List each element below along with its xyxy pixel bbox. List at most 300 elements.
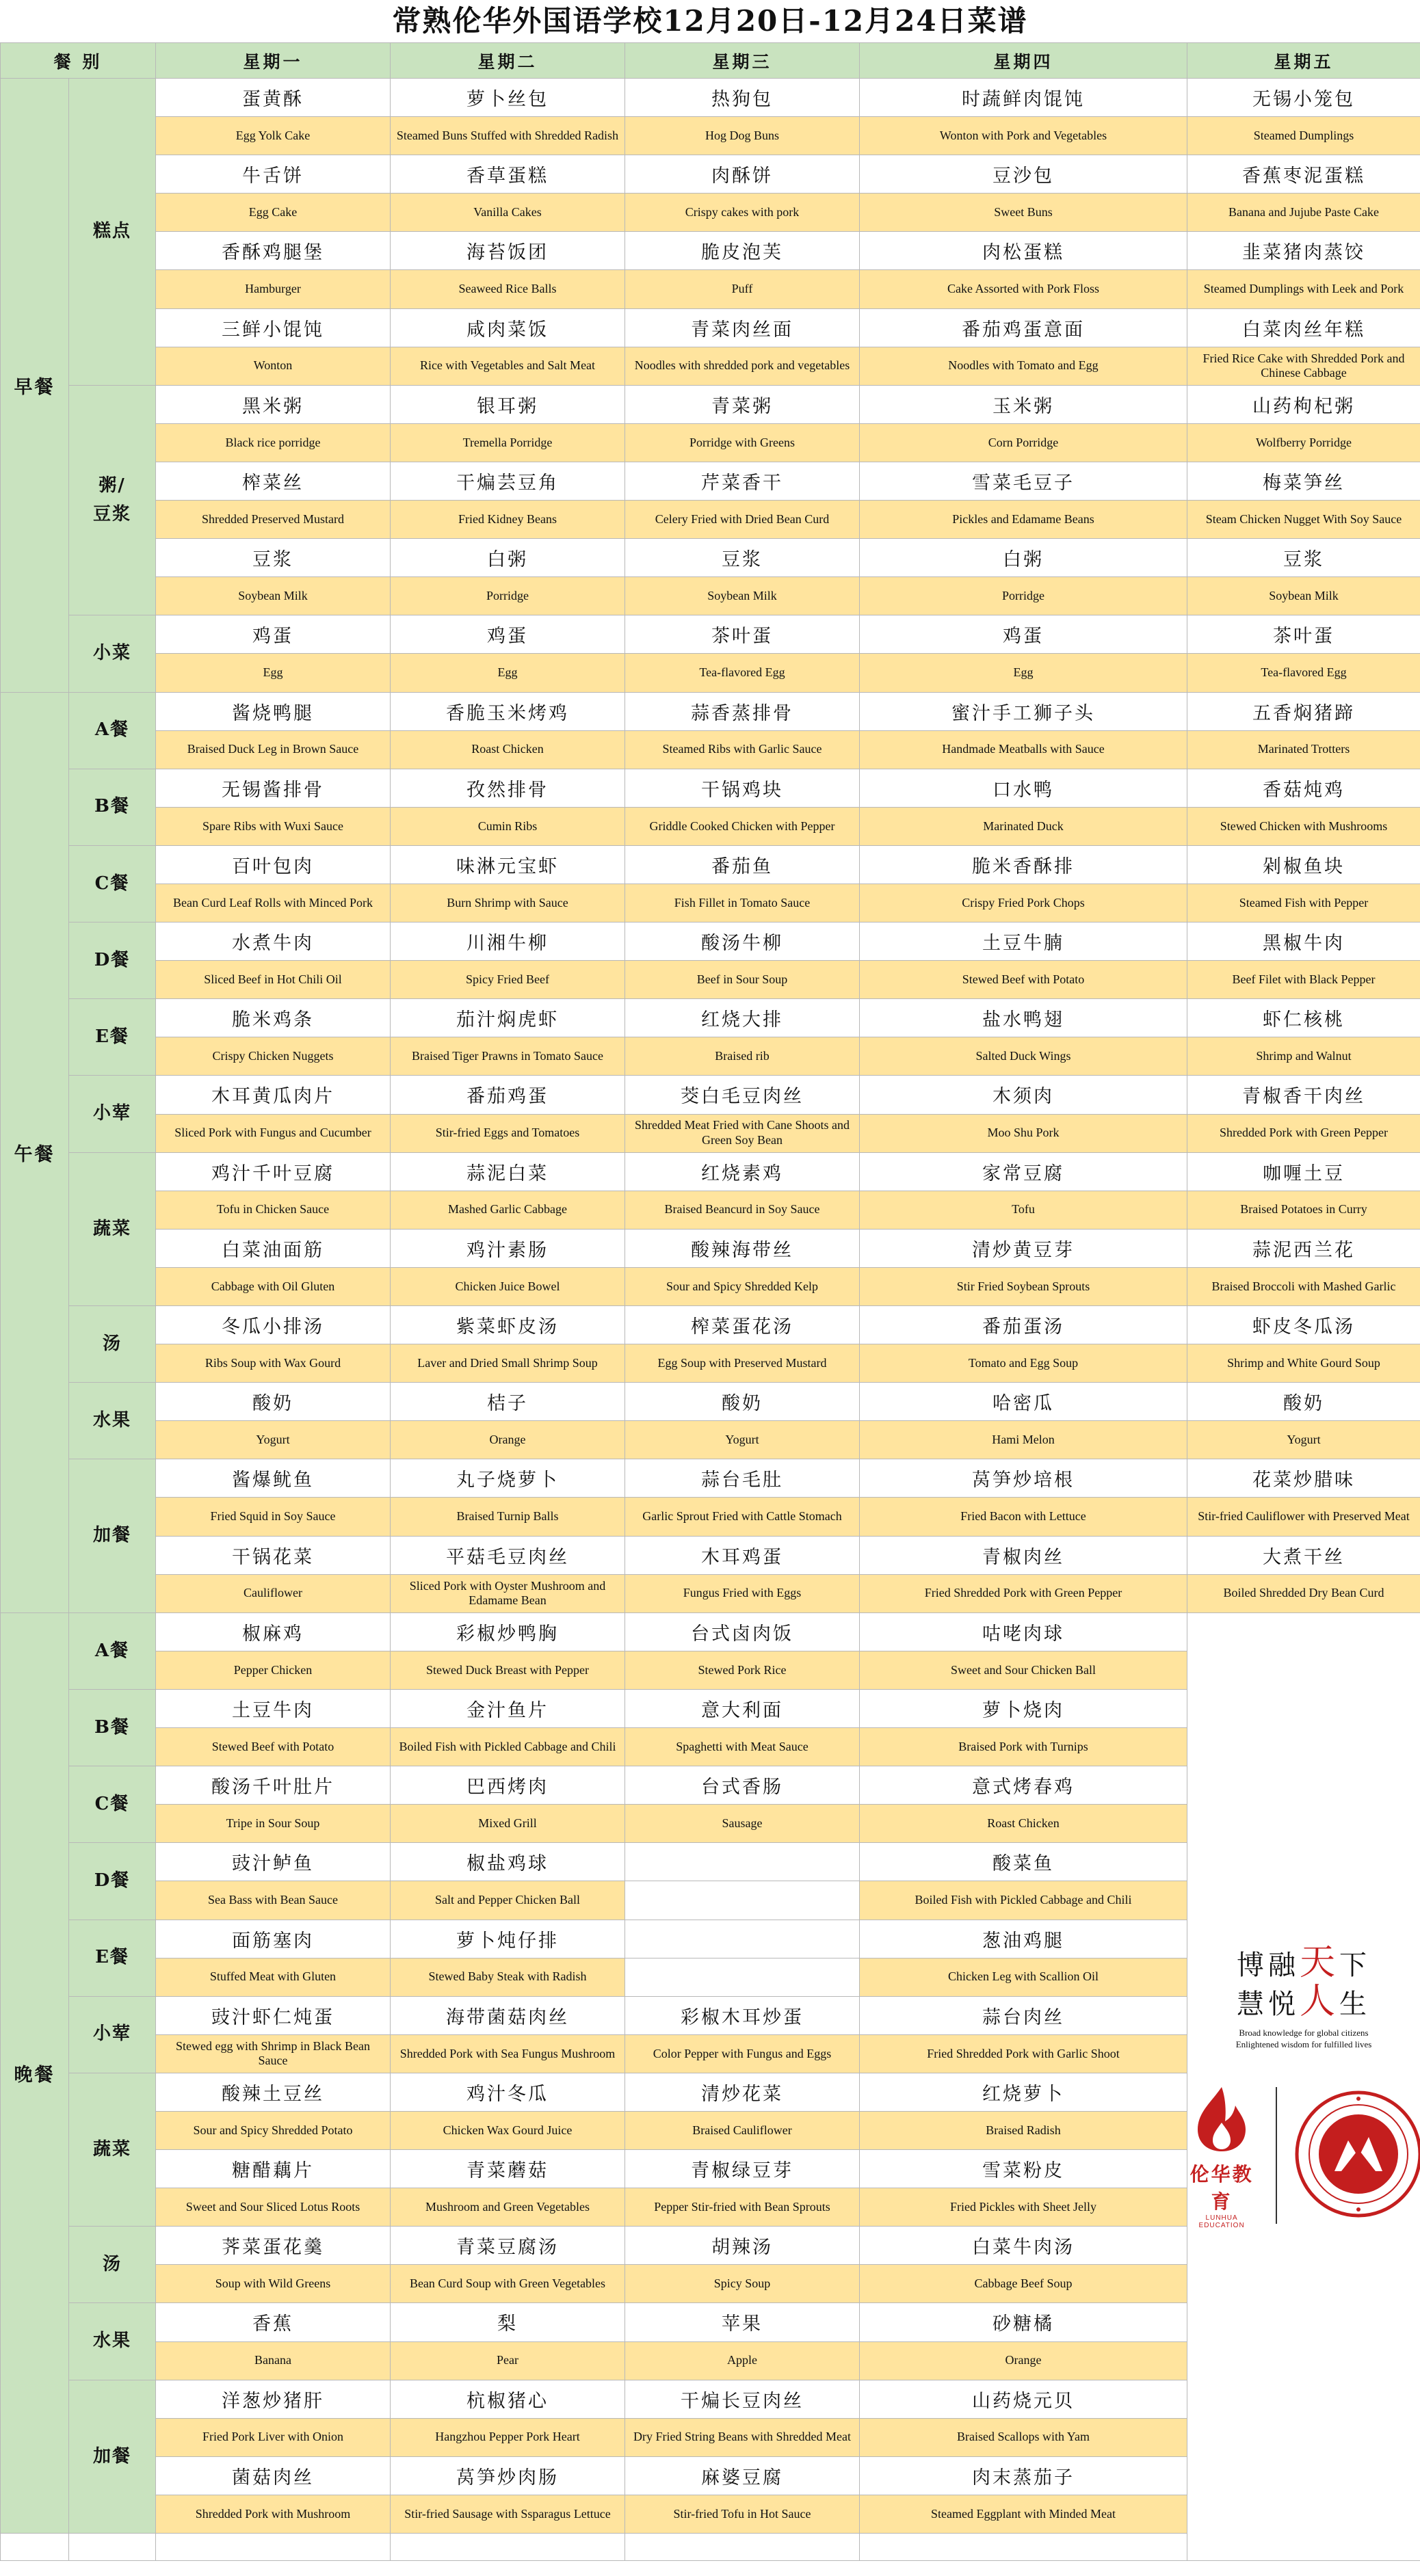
dish-name-thu: 番茄蛋汤 [860,1306,1187,1344]
dish-name-wed: 清炒花菜 [625,2073,860,2111]
table-row [1,1574,1420,1612]
dish-english-tue: Porridge [391,577,625,615]
table-row [1,1076,1420,1114]
dish-name-tue: 彩椒炒鸭胸 [391,1612,625,1651]
dish-english-thu: Stir Fried Soybean Sprouts [860,1267,1187,1305]
dish-english-tue: Stir-fried Eggs and Tomatoes [391,1114,625,1152]
dish-english-tue: Steamed Buns Stuffed with Shredded Radish [391,117,625,155]
table-row [1,1191,1420,1229]
motto: 博融天下 慧悦人生 [1236,1942,1371,2023]
dish-name-wed: 蒜香蒸排骨 [625,692,860,730]
dish-english-wed: Noodles with shredded pork and vegetables [625,347,860,385]
dish-english-thu: Orange [860,2341,1187,2380]
category-label: 蔬菜 [69,2073,156,2226]
dish-english-wed: Apple [625,2341,860,2380]
dish-name-tue: 香草蛋糕 [391,155,625,194]
dish-english-thu: Roast Chicken [860,1805,1187,1843]
dish-english-thu: Braised Scallops with Yam [860,2418,1187,2456]
dish-english-mon: Black rice porridge [156,423,391,462]
dish-english-tue: Spicy Fried Beef [391,961,625,999]
dish-name-mon: 豆浆 [156,539,391,577]
dish-name-wed: 胡辣汤 [625,2227,860,2265]
dish-name-fri: 酸奶 [1187,1383,1420,1421]
dish-name-mon: 水煮牛肉 [156,922,391,961]
dish-name-fri: 韭菜猪肉蒸饺 [1187,232,1420,270]
dish-english-mon: Pepper Chicken [156,1651,391,1689]
table-row [1,117,1420,155]
table-row [1,1421,1420,1459]
dish-name-tue: 茄汁焖虎虾 [391,999,625,1037]
dish-english-tue: Laver and Dried Small Shrimp Soup [391,1344,625,1383]
category-label: C餐 [69,1766,156,1843]
dish-english-tue: Stir-fried Sausage with Ssparagus Lettuce [391,2495,625,2533]
table-row [1,1152,1420,1191]
menu-body [1,79,1420,2561]
header-day-mon: 星期一 [156,43,391,79]
dish-name-fri: 虾仁核桃 [1187,999,1420,1037]
dish-english-fri: Braised Broccoli with Mashed Garlic [1187,1267,1420,1305]
dish-english-mon: Shredded Preserved Mustard [156,501,391,539]
dish-english-thu: Fried Shredded Pork with Garlic Shoot [860,2034,1187,2073]
dish-english-tue: Rice with Vegetables and Salt Meat [391,347,625,385]
dish-name-wed: 脆皮泡芙 [625,232,860,270]
dish-english-wed: Hog Dog Buns [625,117,860,155]
category-label: 小菜 [69,615,156,692]
dish-english-tue: Salt and Pepper Chicken Ball [391,1881,625,1920]
dish-name-thu: 家常豆腐 [860,1152,1187,1191]
dish-english-fri: Banana and Jujube Paste Cake [1187,194,1420,232]
dish-name-thu: 莴笋炒培根 [860,1459,1187,1498]
dish-english-fri: Shrimp and White Gourd Soup [1187,1344,1420,1383]
dish-name-thu: 红烧萝卜 [860,2073,1187,2111]
dish-name-thu: 白粥 [860,539,1187,577]
table-row [1,1612,1420,1651]
dish-name-tue: 海苔饭团 [391,232,625,270]
dish-name-fri: 蒜泥西兰花 [1187,1229,1420,1267]
dish-name-mon: 酸汤千叶肚片 [156,1766,391,1805]
dish-english-thu: Cabbage Beef Soup [860,2265,1187,2303]
table-row [1,730,1420,769]
dish-name-tue: 桔子 [391,1383,625,1421]
dish-english-wed: Griddle Cooked Chicken with Pepper [625,807,860,845]
dish-english-thu: Steamed Eggplant with Minded Meat [860,2495,1187,2533]
blank-cell [391,2534,625,2561]
logo-cell [1187,1612,1420,2560]
dish-english-fri: Stewed Chicken with Mushrooms [1187,807,1420,845]
dish-english-tue: Vanilla Cakes [391,194,625,232]
table-row [1,922,1420,961]
dish-english-thu: Porridge [860,577,1187,615]
dish-english-tue: Shredded Pork with Sea Fungus Mushroom [391,2034,625,2073]
dish-name-fri: 豆浆 [1187,539,1420,577]
dish-name-wed: 豆浆 [625,539,860,577]
dish-english-thu: Hami Melon [860,1421,1187,1459]
dish-english-wed: Soybean Milk [625,577,860,615]
table-row [1,155,1420,194]
dish-name-mon: 酸辣土豆丝 [156,2073,391,2111]
dish-english-fri: Soybean Milk [1187,577,1420,615]
table-row [1,654,1420,692]
meal-label: 晚餐 [1,1612,69,2533]
school-seal [1293,2089,1420,2222]
dish-english-fri: Shredded Pork with Green Pepper [1187,1114,1420,1152]
dish-name-mon: 菌菇肉丝 [156,2456,391,2495]
table-row [1,270,1420,308]
dish-name-wed: 芹菜香干 [625,462,860,500]
dish-name-thu: 土豆牛腩 [860,922,1187,961]
header-day-thu: 星期四 [860,43,1187,79]
dish-english-fri: Shrimp and Walnut [1187,1037,1420,1076]
dish-english-tue: Sliced Pork with Oyster Mushroom and Edamame Bean [391,1574,625,1612]
dish-name-tue: 丸子烧萝卜 [391,1459,625,1498]
category-label: B餐 [69,769,156,845]
dish-name-thu: 砂糖橘 [860,2303,1187,2341]
dish-english-mon: Stewed Beef with Potato [156,1728,391,1766]
dish-name-mon: 糖醋藕片 [156,2150,391,2188]
dish-english-mon: Spare Ribs with Wuxi Sauce [156,807,391,845]
dish-name-fri: 香蕉枣泥蛋糕 [1187,155,1420,194]
dish-english-mon: Tofu in Chicken Sauce [156,1191,391,1229]
dish-name-mon: 洋葱炒猪肝 [156,2380,391,2418]
dish-name-tue: 蒜泥白菜 [391,1152,625,1191]
dish-english-wed: Braised Beancurd in Soy Sauce [625,1191,860,1229]
category-label: A餐 [69,692,156,769]
dish-name-mon: 荠菜蛋花羹 [156,2227,391,2265]
category-label: 水果 [69,1383,156,1459]
table-row [1,1344,1420,1383]
category-label: A餐 [69,1612,156,1689]
dish-name-fri: 梅菜笋丝 [1187,462,1420,500]
dish-name-wed: 台式卤肉饭 [625,1612,860,1651]
dish-english-thu: Braised Pork with Turnips [860,1728,1187,1766]
dish-english-tue: Braised Tiger Prawns in Tomato Sauce [391,1037,625,1076]
dish-name-thu: 肉末蒸茄子 [860,2456,1187,2495]
dish-english-mon: Soup with Wild Greens [156,2265,391,2303]
table-row [1,308,1420,347]
dish-name-fri: 黑椒牛肉 [1187,922,1420,961]
dish-english-wed: Puff [625,270,860,308]
dish-english-thu: Boiled Fish with Pickled Cabbage and Chili [860,1881,1187,1920]
dish-name-wed: 意大利面 [625,1689,860,1727]
dish-name-tue: 青菜豆腐汤 [391,2227,625,2265]
dish-english-mon: Sliced Pork with Fungus and Cucumber [156,1114,391,1152]
blank-cell [860,2534,1187,2561]
page-title: 常熟伦华外国语学校12月20日-12月24日菜谱 [392,4,1028,38]
dish-name-thu: 咕咾肉球 [860,1612,1187,1651]
dish-english-mon: Tripe in Sour Soup [156,1805,391,1843]
header-meal: 餐 别 [1,43,156,79]
dish-name-tue: 紫菜虾皮汤 [391,1306,625,1344]
dish-english-thu: Cake Assorted with Pork Floss [860,270,1187,308]
dish-english-mon: Fried Pork Liver with Onion [156,2418,391,2456]
dish-name-thu: 青椒肉丝 [860,1536,1187,1574]
dish-english-tue: Tremella Porridge [391,423,625,462]
table-row [1,769,1420,807]
category-label: 加餐 [69,1459,156,1612]
dish-name-thu: 白菜牛肉汤 [860,2227,1187,2265]
header-row [1,43,1420,79]
dish-english-tue: Stewed Baby Steak with Radish [391,1958,625,1996]
dish-name-mon: 酱爆鱿鱼 [156,1459,391,1498]
category-label: 汤 [69,1306,156,1383]
dish-english-fri: Boiled Shredded Dry Bean Curd [1187,1574,1420,1612]
dish-name-tue: 梨 [391,2303,625,2341]
dish-english-fri: Stir-fried Cauliflower with Preserved Meat [1187,1498,1420,1536]
table-row [1,615,1420,654]
blank-cell [625,2534,860,2561]
dish-english-fri: Steam Chicken Nugget With Soy Sauce [1187,501,1420,539]
dish-english-tue: Boiled Fish with Pickled Cabbage and Chili [391,1728,625,1766]
dish-name-tue: 番茄鸡蛋 [391,1076,625,1114]
category-label: B餐 [69,1689,156,1766]
dish-name-tue: 杭椒猪心 [391,2380,625,2418]
dish-name-tue: 孜然排骨 [391,769,625,807]
dish-name-tue: 金汁鱼片 [391,1689,625,1727]
dish-name-tue: 鸡汁冬瓜 [391,2073,625,2111]
dish-name-tue: 味淋元宝虾 [391,845,625,884]
table-row [1,194,1420,232]
logo-divider [1276,2087,1277,2224]
dish-english-fri: Steamed Dumplings with Leek and Pork [1187,270,1420,308]
dish-name-wed: 番茄鱼 [625,845,860,884]
dish-english-wed: Braised rib [625,1037,860,1076]
dish-english-mon: Banana [156,2341,391,2380]
dish-name-mon: 蛋黄酥 [156,79,391,117]
dish-english-mon: Soybean Milk [156,577,391,615]
table-row [1,347,1420,385]
dish-english-mon: Stuffed Meat with Gluten [156,1958,391,1996]
dish-name-tue: 干煸芸豆角 [391,462,625,500]
table-row [1,1383,1420,1421]
dish-name-tue: 平菇毛豆肉丝 [391,1536,625,1574]
dish-name-fri: 虾皮冬瓜汤 [1187,1306,1420,1344]
dish-english-tue: Bean Curd Soup with Green Vegetables [391,2265,625,2303]
dish-name-wed: 苹果 [625,2303,860,2341]
dish-name-mon: 黑米粥 [156,385,391,423]
category-label: D餐 [69,922,156,999]
dish-english-tue: Mushroom and Green Vegetables [391,2188,625,2227]
dish-name-mon: 白菜油面筋 [156,1229,391,1267]
dish-english-wed: Egg Soup with Preserved Mustard [625,1344,860,1383]
dish-name-thu: 盐水鸭翅 [860,999,1187,1037]
dish-name-wed: 青菜肉丝面 [625,308,860,347]
dish-english-tue: Hangzhou Pepper Pork Heart [391,2418,625,2456]
category-label: 小荤 [69,1076,156,1152]
dish-name-thu: 蜜汁手工狮子头 [860,692,1187,730]
dish-english-fri: Steamed Dumplings [1187,117,1420,155]
dish-english-fri: Fried Rice Cake with Shredded Pork and Chinese Cabbage [1187,347,1420,385]
dish-name-thu: 清炒黄豆芽 [860,1229,1187,1267]
blank-cell [1,2534,69,2561]
dish-name-tue: 巴西烤肉 [391,1766,625,1805]
dish-english-wed: Braised Cauliflower [625,2111,860,2149]
dish-name-tue: 白粥 [391,539,625,577]
table-row [1,385,1420,423]
dish-name-thu: 雪菜毛豆子 [860,462,1187,500]
dish-name-thu: 时蔬鲜肉馄饨 [860,79,1187,117]
category-label: 粥/ 豆浆 [69,385,156,615]
dish-name-wed: 蒜台毛肚 [625,1459,860,1498]
dish-english-wed: Shredded Meat Fried with Cane Shoots and Green Soy Bean [625,1114,860,1152]
dish-english-mon: Shredded Pork with Mushroom [156,2495,391,2533]
category-label: 汤 [69,2227,156,2303]
dish-name-tue: 鸡汁素肠 [391,1229,625,1267]
dish-english-thu: Crispy Fried Pork Chops [860,884,1187,922]
dish-english-tue: Seaweed Rice Balls [391,270,625,308]
dish-name-tue: 椒盐鸡球 [391,1843,625,1881]
dish-name-wed: 青椒绿豆芽 [625,2150,860,2188]
dish-english-wed: Stir-fried Tofu in Hot Sauce [625,2495,860,2533]
dish-english-thu: Chicken Leg with Scallion Oil [860,1958,1187,1996]
dish-name-thu: 玉米粥 [860,385,1187,423]
dish-english-wed: Sausage [625,1805,860,1843]
dish-english-wed: Porridge with Greens [625,423,860,462]
school-seal-icon [1293,2089,1420,2219]
dish-english-tue: Egg [391,654,625,692]
dish-name-wed: 酸汤牛柳 [625,922,860,961]
dish-english-tue: Mixed Grill [391,1805,625,1843]
table-row [1,1498,1420,1536]
lunhua-flame-icon [1187,2082,1260,2157]
dish-english-thu: Sweet Buns [860,194,1187,232]
dish-name-tue: 鸡蛋 [391,615,625,654]
dish-name-mon: 椒麻鸡 [156,1612,391,1651]
table-row [1,961,1420,999]
dish-name-wed: 木耳鸡蛋 [625,1536,860,1574]
dish-name-thu: 脆米香酥排 [860,845,1187,884]
table-row [1,423,1420,462]
table-row [1,884,1420,922]
dish-name-fri: 五香焖猪蹄 [1187,692,1420,730]
dish-name-fri: 花菜炒腊味 [1187,1459,1420,1498]
table-row [1,1306,1420,1344]
dish-english-thu: Moo Shu Pork [860,1114,1187,1152]
dish-name-tue: 青菜蘑菇 [391,2150,625,2188]
dish-english-mon: Stewed egg with Shrimp in Black Bean Sauce [156,2034,391,2073]
dish-english-wed: Sour and Spicy Shredded Kelp [625,1267,860,1305]
dish-english-thu: Fried Pickles with Sheet Jelly [860,2188,1187,2227]
dish-english-thu: Pickles and Edamame Beans [860,501,1187,539]
category-label: 加餐 [69,2380,156,2533]
dish-english-thu: Egg [860,654,1187,692]
dish-name-mon: 榨菜丝 [156,462,391,500]
dish-english-fri: Marinated Trotters [1187,730,1420,769]
dish-english-wed: Spicy Soup [625,2265,860,2303]
meal-label: 早餐 [1,79,69,693]
dish-english-wed: Celery Fried with Dried Bean Curd [625,501,860,539]
dish-english-mon: Bean Curd Leaf Rolls with Minced Pork [156,884,391,922]
dish-name-tue: 银耳粥 [391,385,625,423]
dish-english-mon: Cabbage with Oil Gluten [156,1267,391,1305]
dish-name-tue: 海带菌菇肉丝 [391,1996,625,2034]
table-row [1,1536,1420,1574]
table-row [1,577,1420,615]
table-row [1,1037,1420,1076]
category-label: 蔬菜 [69,1152,156,1305]
dish-name-fri: 白菜肉丝年糕 [1187,308,1420,347]
dish-name-mon: 香酥鸡腿堡 [156,232,391,270]
dish-name-mon: 冬瓜小排汤 [156,1306,391,1344]
dish-english-wed [625,1881,860,1920]
dish-english-thu: Sweet and Sour Chicken Ball [860,1651,1187,1689]
dish-name-mon: 鸡汁千叶豆腐 [156,1152,391,1191]
dish-english-tue: Braised Turnip Balls [391,1498,625,1536]
dish-name-tue: 川湘牛柳 [391,922,625,961]
motto-english: Broad knowledge for global citizens Enlightened wisdom for fulfilled lives [1235,2027,1372,2049]
dish-english-mon: Wonton [156,347,391,385]
dish-name-wed: 干锅鸡块 [625,769,860,807]
dish-english-wed: Garlic Sprout Fried with Cattle Stomach [625,1498,860,1536]
blank-cell [156,2534,391,2561]
dish-english-tue: Burn Shrimp with Sauce [391,884,625,922]
table-row [1,999,1420,1037]
dish-english-tue: Cumin Ribs [391,807,625,845]
dish-name-fri: 大煮干丝 [1187,1536,1420,1574]
dish-english-mon: Egg Cake [156,194,391,232]
dish-english-mon: Hamburger [156,270,391,308]
blank-cell [69,2534,156,2561]
dish-english-tue: Mashed Garlic Cabbage [391,1191,625,1229]
dish-english-wed [625,1958,860,1996]
lunhua-logo: 伦华教育 LUNHUA EDUCATION [1187,2082,1260,2229]
dish-name-wed: 彩椒木耳炒蛋 [625,1996,860,2034]
dish-english-mon: Yogurt [156,1421,391,1459]
table-row [1,79,1420,117]
dish-name-wed: 茶叶蛋 [625,615,860,654]
dish-english-wed: Dry Fried String Beans with Shredded Meat [625,2418,860,2456]
category-label: E餐 [69,1920,156,1996]
dish-english-wed: Fish Fillet in Tomato Sauce [625,884,860,922]
dish-name-mon: 三鲜小馄饨 [156,308,391,347]
dish-name-tue: 莴笋炒肉肠 [391,2456,625,2495]
dish-english-mon: Braised Duck Leg in Brown Sauce [156,730,391,769]
dish-english-thu: Braised Radish [860,2111,1187,2149]
dish-english-thu: Marinated Duck [860,807,1187,845]
dish-english-wed: Pepper Stir-fried with Bean Sprouts [625,2188,860,2227]
dish-english-wed: Spaghetti with Meat Sauce [625,1728,860,1766]
dish-name-wed: 台式香肠 [625,1766,860,1805]
header-day-tue: 星期二 [391,43,625,79]
dish-english-fri: Braised Potatoes in Curry [1187,1191,1420,1229]
dish-english-fri: Wolfberry Porridge [1187,423,1420,462]
category-label: D餐 [69,1843,156,1920]
dish-english-wed: Fungus Fried with Eggs [625,1574,860,1612]
category-label: 糕点 [69,79,156,386]
dish-name-thu: 哈密瓜 [860,1383,1187,1421]
dish-english-tue: Chicken Wax Gourd Juice [391,2111,625,2149]
logo-row [1187,2082,1420,2229]
dish-english-wed: Steamed Ribs with Garlic Sauce [625,730,860,769]
dish-english-wed: Tea-flavored Egg [625,654,860,692]
dish-english-wed: Stewed Pork Rice [625,1651,860,1689]
dish-english-thu: Noodles with Tomato and Egg [860,347,1187,385]
dish-name-fri: 青椒香干肉丝 [1187,1076,1420,1114]
dish-name-thu: 木须肉 [860,1076,1187,1114]
dish-name-fri: 无锡小笼包 [1187,79,1420,117]
dish-english-mon: Sour and Spicy Shredded Potato [156,2111,391,2149]
dish-name-tue: 咸肉菜饭 [391,308,625,347]
dish-name-mon: 豉汁鲈鱼 [156,1843,391,1881]
dish-english-tue: Stewed Duck Breast with Pepper [391,1651,625,1689]
dish-english-fri: Yogurt [1187,1421,1420,1459]
dish-name-fri: 咖喱土豆 [1187,1152,1420,1191]
school-logo [1189,1942,1416,2230]
table-row [1,1459,1420,1498]
dish-name-thu: 葱油鸡腿 [860,1920,1187,1958]
table-row [1,462,1420,500]
dish-english-thu: Fried Shredded Pork with Green Pepper [860,1574,1187,1612]
dish-name-fri: 剁椒鱼块 [1187,845,1420,884]
